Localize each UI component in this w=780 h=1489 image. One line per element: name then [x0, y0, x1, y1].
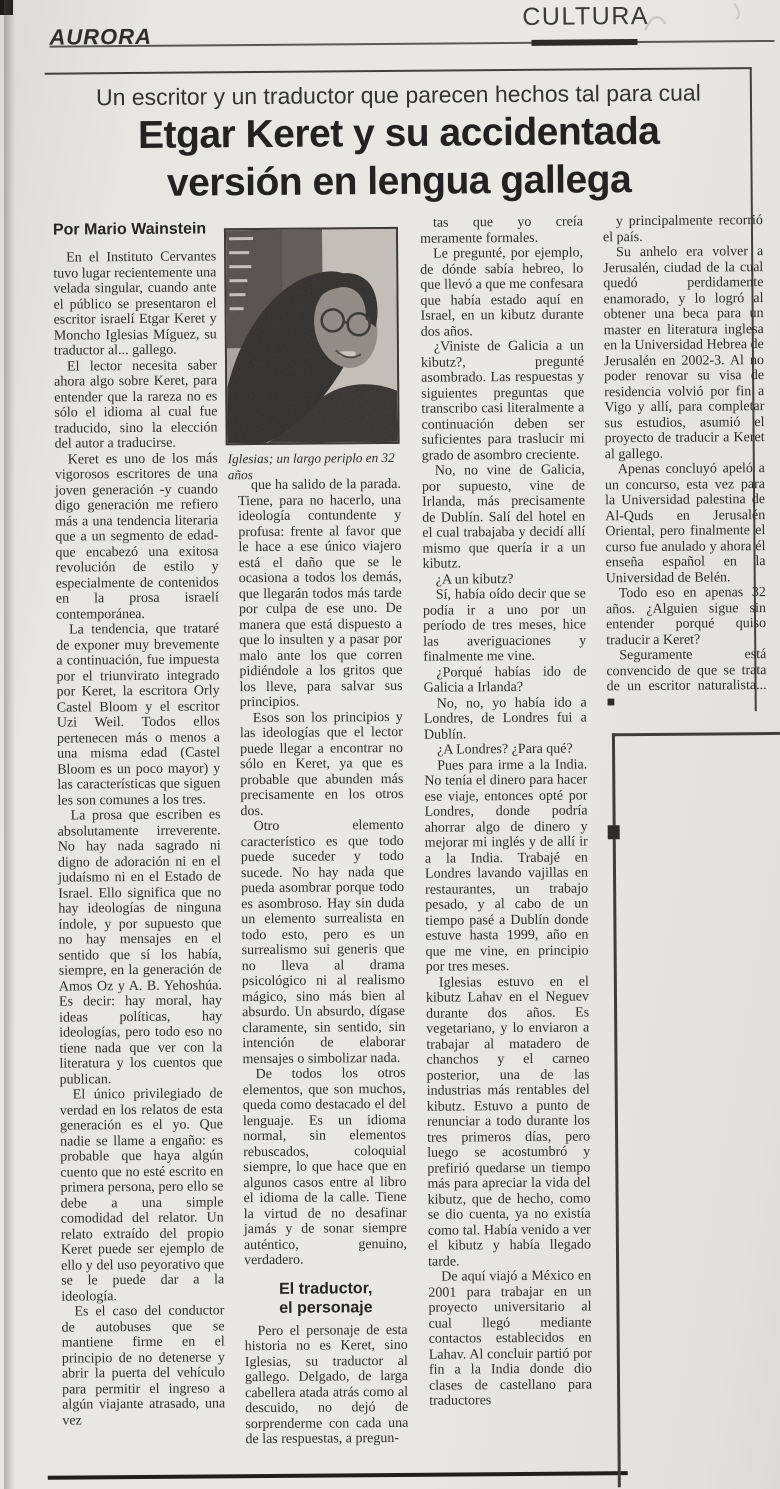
column-2	[238, 477, 409, 1448]
section-underline	[531, 39, 637, 46]
body-paragraph: Sí, había oído decir que se podía ir a uno por un período de tres meses, hice las averiguaciones y finalmente me vine.	[422, 586, 587, 665]
body-paragraph: Keret es uno de los más vigorosos escritores de una joven generación -y cuando digo generación me refiero más a una tendencia literaria que a un segmento de edad- que encabezó una exitosa revolución de estilo y especialmente de contenidos en la prosa israelí contemporánea.	[54, 450, 219, 623]
body-paragraph: ¿A Londres? ¿Para qué?	[436, 741, 573, 758]
body-paragraph: Le pregunté, por ejemplo, de dónde sabía hebreo, lo que llevó a que me confesara que había estado aquí en Israel, en un kibutz durante dos años.	[420, 245, 584, 340]
body-paragraph: Iglesias estuvo en el kibutz Lahav en el Neguev durante dos años. Es vegetariano, y lo enviaron a trabajar al matadero de chanchos y el carneo posterior, una de las industrias más rentables del kibutz. Estuvo a punto de renunciar a todo durante los tres primeros días, pero luego se acostumbró y prefirió quedarse un tiempo más para apreciar la vida del kibutz, que de hecho, como se dio cuenta, ya no existía como tal. Había venido a ver el kibutz y había llegado tarde.	[425, 973, 591, 1270]
adjacent-article-frame	[612, 732, 780, 1487]
subhead	[244, 1278, 407, 1317]
masthead-logo: AURORA	[49, 23, 153, 50]
body-paragraph: Seguramente está convencido de que se trata de un escritor naturalista... ■	[606, 647, 767, 710]
bottom-rule	[48, 1471, 628, 1480]
body-paragraph: No, no vine de Galicia, por supuesto, vine de Irlanda, más precisamente de Dublín. Salí del hotel en el cual trabajaba y decidí allí mismo que quería ir a un kibutz.	[421, 462, 586, 572]
subhead-line1: El traductor,	[279, 1279, 373, 1298]
body-paragraph: Pues para irme a la India. No tenía el dinero para hacer ese viaje, entonces opté por Londres, donde podría ahorrar algo de dinero y mejorar mi inglés y de allí ir a la India. Trabajé en Londres lavando vajillas en restaurantes, un trabajo pesado, y al cabo de un tiempo pasé a Dublín donde estuve hasta 1999, año en que me vine, en principio por tres meses.	[424, 756, 589, 975]
body-paragraph: Su anhelo era volver a Jerusalén, ciudad de la cual quedó perdidamente enamorado, y lo logró al obtener una beca para un master en literatura inglesa en la Universidad Hebrea de Jerusalén en 2002-3. Al no poder renovar su visa de residencia volvió por fin a Vigo y allí, para completar sus estudios, asumió el proyecto de traducir a Keret al gallego.	[603, 244, 765, 462]
header-rule	[50, 40, 775, 48]
section-title: CULTURA	[522, 1, 650, 31]
body-paragraph: De todos los otros elementos, que son muchos, queda como destacado el del lenguaje. Es un idioma normal, sin elementos rebuscados, coloquial siempre, lo que hace que en algunos casos entre al libro el idioma de la calle. Tiene la virtud de no desafinar jamás y de sonar siempre auténtico, genuino, verdadero.	[242, 1065, 407, 1269]
body-paragraph: Esos son los principios y las ideologías que el lector puede llegar a encontrar no sólo en Keret, ya que es probable que abunden más precisamente en los otros dos.	[239, 709, 404, 819]
body-paragraph: y principalmente recorrió el país.	[602, 213, 763, 245]
headline-line1: Etgar Keret y su accidentada	[137, 109, 660, 157]
photo-caption: Iglesias; un largo periplo en 32 años	[227, 449, 395, 483]
body-paragraph: De aquí viajó a México en 2001 para trabajar en un proyecto universitario al cual llegó mediante contactos establecidos en Lahav. Al concluir partió por fin a la India donde dio clases de castellano para traductores	[428, 1268, 593, 1409]
column-1	[53, 249, 225, 1428]
body-paragraph: El lector necesita saber ahora algo sobre Keret, para entender que la rareza no es sólo el idioma al cual fue traducido, sino la elección del autor a traducirse.	[54, 357, 218, 452]
column-3	[420, 214, 592, 1409]
body-paragraph: En el Instituto Cervantes tuvo lugar recientemente una velada singular, cuando ante el público se presentaron el escritor israelí Etgar Keret y Moncho Iglesias Míguez, su traductor al... gallego.	[53, 249, 217, 359]
body-paragraph: tas que yo creía meramente formales.	[419, 214, 583, 247]
body-paragraph: ¿A un kibutz?	[435, 571, 514, 588]
byline: Por Mario Wainstein	[52, 220, 207, 239]
column-4	[603, 213, 767, 710]
headline-line2: versión en lengua gallega	[166, 158, 632, 205]
body-paragraph: ¿Viniste de Galicia a un kibutz?, pregunté asombrado. Las respuestas y siguientes preguntas que transcribo casi literalmente a continuación deben ser suficientes para traslucir mi grado de asombro creciente.	[420, 338, 585, 464]
adjacent-frame-notch	[608, 825, 620, 839]
body-paragraph: Apenas concluyó apeló a un concurso, esta vez para la Universidad palestina de Al-Quds en Jerusalén Oriental, pero finalmente el curso fue anulado y ahora él enseña español en la Universidad de Belén.	[604, 461, 766, 586]
body-paragraph: Otro elemento característico es que todo puede suceder y todo sucede. No hay nada que pueda asombrar porque todo es asombroso. Hay sin duda un elemento surrealista en todo esto, pero es un surrealismo sui generis que no lleva al drama psicológico ni al realismo mágico, sino más bien al absurdo. Un absurdo, dígase claramente, sin sentido, sin intención de elaborar mensajes o simbolizar nada.	[240, 817, 406, 1067]
body-paragraph: Es el caso del conductor de autobuses que se mantiene firme en el principio de no detenerse y abrir la puerta del vehículo para permitir el ingreso a algún viajante atrasado, una vez	[61, 1303, 226, 1429]
photo-illustration	[226, 229, 398, 443]
body-paragraph: El único privilegiado de verdad en los relatos de esta generación es el yo. Que nadie se llame a engaño: es probable que haya algún cuento que no esté escrito en primera persona, pero ello se debe a una simple comodidad del relator. Un relato extraído del propio Keret puede ser ejemplo de ello y del uso peyorativo que se le puede dar a la ideología.	[59, 1086, 225, 1305]
subhead-line2: el personaje	[279, 1298, 373, 1317]
body-paragraph: ¿Porqué habías ido de Galicia a Irlanda?	[423, 663, 587, 696]
body-paragraph: La tendencia, que trataré de exponer muy brevemente a continuación, fue impuesta por el triunvirato integrado por Keret, la escritora Orly Castel Bloom y el escritor Uzi Weil. Todos ellos pertenecen más o menos a una misma edad (Castel Bloom es un poco mayor) y las características que siguen les son comunes a los tres.	[56, 621, 221, 809]
photo-iglesias	[224, 227, 400, 445]
pencil-mark	[639, 0, 759, 40]
body-paragraph: No, no, yo había ido a Londres, de Londres fui a Dublín.	[423, 694, 587, 743]
kicker: Un escritor y un traductor que parecen hechos tal para cual	[95, 79, 701, 111]
body-paragraph: Pero el personaje de esta historia no es Keret, sino Iglesias, su traductor al gallego. Delgado, de larga cabellera atada atrás como al descuido, no dejó de sorprenderme con cada una de las respuestas, a pregun-	[244, 1322, 409, 1448]
body-paragraph: La prosa que escriben es absolutamente irreverente. No hay nada sagrado ni digno de adoración ni en el judaísmo ni en el Estado de Israel. Ello significa que no hay ideologías de ninguna índole, y por supuesto que no hay mensajes en el sentido que sí los había, siempre, en la generación de Amos Oz y A. B. Yehoshúa. Es decir: hay moral, hay ideas políticas, hay ideologías, pero todo eso no tiene nada que ver con la literatura y los cuentos que publican.	[57, 807, 223, 1088]
body-paragraph: Todo eso en apenas 32 años. ¿Alguien sigue sin entender porqué quiso traducir a Keret?	[605, 585, 767, 648]
body-paragraph: que ha salido de la parada. Tiene, para no hacerlo, una ideología contundente y profusa: frente al favor que le hace a ese único viajero está el daño que se le ocasiona a todos los demás, que llegarán todos más tarde por culpa de ese uno. De manera que está dispuesto a que lo insulten y a pasar por malo ante los que corren pidiéndole a los gritos que los lleve, para salvar sus principios.	[238, 476, 403, 711]
headline	[45, 107, 753, 209]
